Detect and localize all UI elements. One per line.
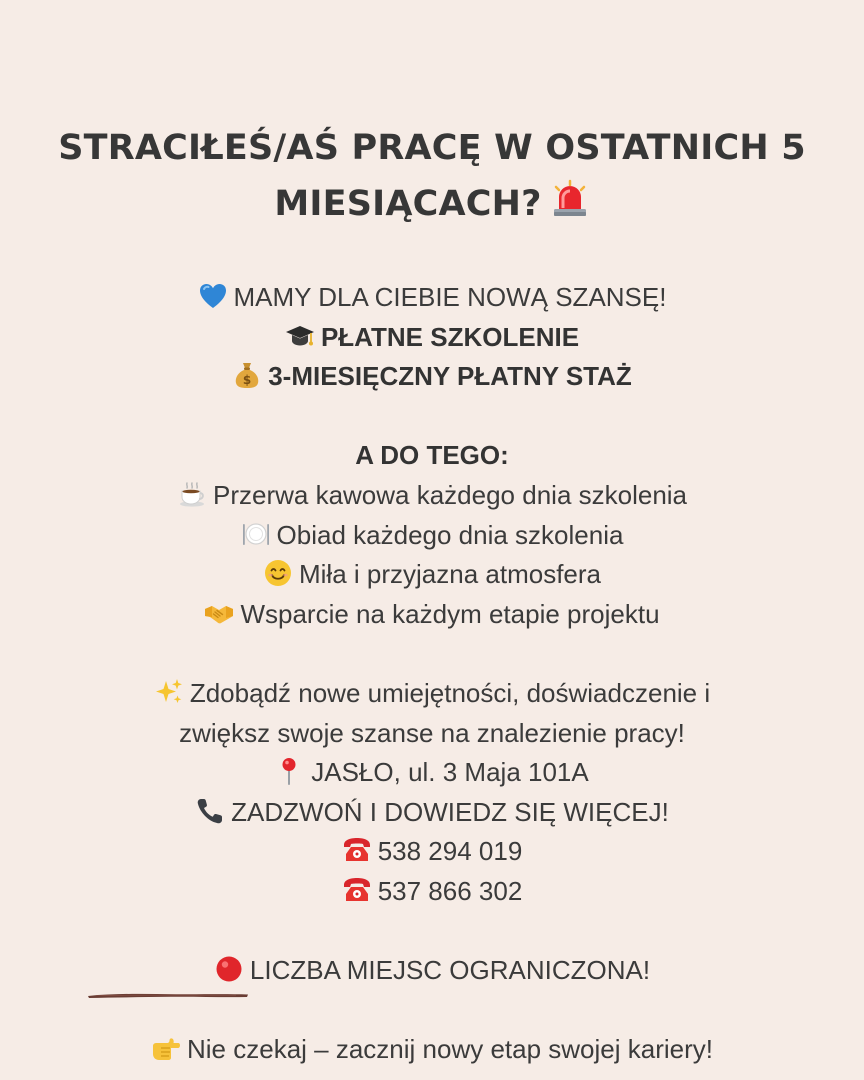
- siren-icon: [550, 179, 590, 219]
- main-content: [20, 278, 844, 1070]
- call-to-action-text: ZADZWOŃ I DOWIEDZ SIĘ WIĘCEJ!: [231, 796, 669, 827]
- extras-heading: A DO TEGO:: [355, 440, 509, 471]
- limited-places: [20, 951, 844, 991]
- red-circle-icon: [214, 954, 244, 984]
- phone-number-1: [20, 832, 844, 872]
- brush-stroke-divider: [86, 990, 250, 1000]
- spacer: [20, 912, 844, 952]
- offer-training: [20, 318, 844, 358]
- address: [20, 753, 844, 793]
- money-bag-icon: [232, 360, 262, 390]
- graduation-cap-icon: [285, 321, 315, 351]
- extras-item-lunch: [20, 516, 844, 556]
- title-line-2-text: MIESIĄCACH?: [274, 184, 542, 224]
- closing-line-text: Nie czekaj – zacznij nowy etap swojej kariery!: [187, 1034, 713, 1065]
- extras-item-atmosphere-text: Miła i przyjazna atmosfera: [299, 559, 601, 590]
- limited-places-text: LICZBA MIEJSC OGRANICZONA!: [249, 955, 651, 986]
- blue-heart-icon: [198, 281, 228, 311]
- phone-number-1-text[interactable]: 538 294 019: [377, 836, 523, 867]
- extras-item-coffee: [20, 476, 844, 516]
- offer-intro: [20, 278, 844, 318]
- coffee-cup-icon: [177, 479, 207, 509]
- map-pin-icon: [275, 756, 305, 786]
- plate-cutlery-icon: [241, 519, 271, 549]
- smiling-face-icon: [263, 558, 293, 588]
- telephone-receiver-icon: [195, 796, 225, 826]
- closing-line: [20, 1030, 844, 1070]
- telephone-icon: [342, 835, 372, 865]
- extras-item-support: [20, 595, 844, 635]
- telephone-icon: [342, 875, 372, 905]
- offer-internship: [20, 357, 844, 397]
- phone-number-2: [20, 872, 844, 912]
- extras-item-coffee-text: Przerwa kawowa każdego dnia szkolenia: [212, 479, 688, 510]
- spacer: [20, 397, 844, 437]
- call-to-action: [20, 793, 844, 833]
- extras-item-atmosphere: [20, 555, 844, 595]
- title-line-1: STRACIŁEŚ/AŚ PRACĘ W OSTATNICH 5: [58, 128, 806, 168]
- offer-intro-text: MAMY DLA CIEBIE NOWĄ SZANSĘ!: [233, 282, 667, 312]
- pointing-hand-icon: [151, 1033, 181, 1063]
- svg-text:$: $: [243, 373, 252, 388]
- page-title: [40, 120, 824, 232]
- spacer: [20, 634, 844, 674]
- benefit-line-2: zwiększ swoje szanse na znalezienie pracy!: [179, 717, 685, 748]
- title-line-2: [40, 176, 824, 232]
- handshake-icon: [204, 598, 234, 628]
- offer-training-text: PŁATNE SZKOLENIE: [320, 321, 580, 352]
- sparkles-icon: [154, 677, 184, 707]
- extras-item-lunch-text: Obiad każdego dnia szkolenia: [276, 519, 624, 550]
- benefit-line-1-text: Zdobądź nowe umiejętności, doświadczenie i: [189, 677, 711, 708]
- offer-internship-text: 3-MIESIĘCZNY PŁATNY STAŻ: [268, 361, 632, 392]
- address-text: JASŁO, ul. 3 Maja 101A: [311, 757, 589, 788]
- phone-number-2-text[interactable]: 537 866 302: [377, 875, 523, 906]
- extras-item-support-text: Wsparcie na każdym etapie projektu: [240, 598, 660, 629]
- benefit-line-1: [20, 674, 844, 714]
